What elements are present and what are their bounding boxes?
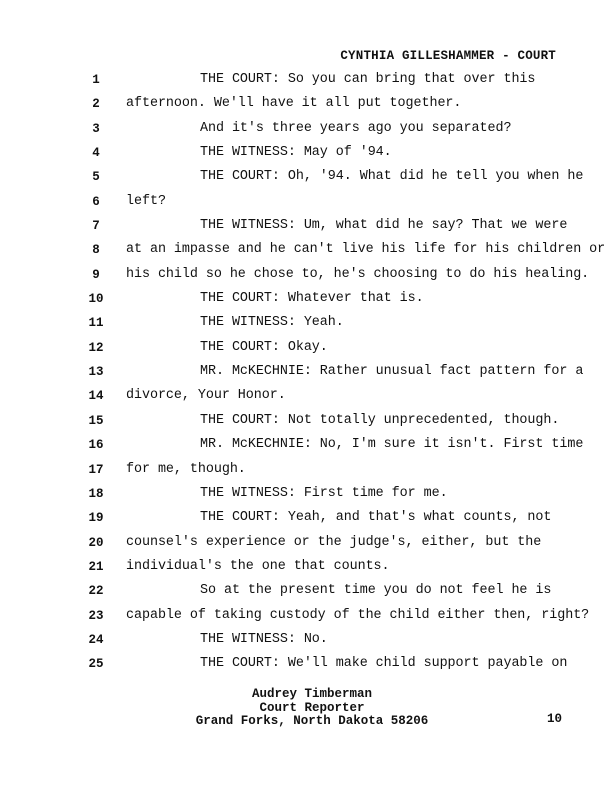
transcript-line <box>0 409 612 433</box>
line-number: 14 <box>88 389 104 404</box>
line-text: THE COURT: Not totally unprecedented, though. <box>200 412 560 428</box>
line-number: 15 <box>88 413 104 428</box>
transcript-line <box>0 555 612 579</box>
page-header: CYNTHIA GILLESHAMMER - COURT <box>340 49 556 63</box>
line-text: THE WITNESS: Um, what did he say? That we were <box>200 218 568 234</box>
transcript-line <box>0 482 612 506</box>
line-text: And it's three years ago you separated? <box>200 120 512 136</box>
transcript-line <box>0 311 612 335</box>
line-text: individual's the one that counts. <box>126 558 390 574</box>
line-text: for me, though. <box>126 461 246 477</box>
line-text: THE COURT: So you can bring that over this <box>200 72 536 87</box>
reporter-footer <box>0 688 612 729</box>
line-text: THE COURT: Whatever that is. <box>200 291 424 307</box>
transcript-line <box>0 360 612 384</box>
line-number: 11 <box>88 316 104 331</box>
line-number: 4 <box>92 146 100 161</box>
line-number: 12 <box>88 340 104 355</box>
line-number: 20 <box>88 535 104 550</box>
line-number: 1 <box>92 73 100 87</box>
page-number: 10 <box>546 712 562 726</box>
line-text: at an impasse and he can't live his life for his children or <box>126 242 606 258</box>
transcript-line <box>0 531 612 555</box>
transcript-line <box>0 287 612 311</box>
line-text: THE COURT: We'll make child support payable on <box>200 656 568 672</box>
line-text: THE COURT: Oh, '94. What did he tell you when he <box>200 169 584 185</box>
transcript-body <box>0 68 612 677</box>
transcript-line <box>0 92 612 116</box>
transcript-line <box>0 336 612 360</box>
line-text: afternoon. We'll have it all put together. <box>126 96 462 112</box>
transcript-line <box>0 433 612 457</box>
line-text: left? <box>126 193 166 209</box>
line-number: 16 <box>88 438 104 453</box>
reporter-location: Grand Forks, North Dakota 58206 <box>195 714 429 728</box>
line-text: THE WITNESS: First time for me. <box>200 485 448 501</box>
transcript-line <box>0 652 612 676</box>
transcript-line <box>0 604 612 628</box>
line-number: 7 <box>92 219 100 234</box>
line-number: 5 <box>92 170 100 185</box>
line-text: THE WITNESS: Yeah. <box>200 315 344 331</box>
line-number: 2 <box>92 97 100 112</box>
transcript-line <box>0 458 612 482</box>
line-number: 8 <box>92 243 100 258</box>
line-number: 19 <box>88 511 104 526</box>
line-text: THE COURT: Yeah, and that's what counts, not <box>200 510 552 526</box>
line-number: 25 <box>88 657 104 672</box>
transcript-line <box>0 579 612 603</box>
line-number: 17 <box>88 462 104 477</box>
transcript-line <box>0 190 612 214</box>
transcript-line <box>0 165 612 189</box>
line-number: 10 <box>88 292 104 307</box>
transcript-line <box>0 506 612 530</box>
line-text: counsel's experience or the judge's, either, but the <box>126 534 542 550</box>
transcript-line <box>0 214 612 238</box>
line-number: 22 <box>88 584 104 599</box>
line-number: 21 <box>88 559 104 574</box>
transcript-line <box>0 628 612 652</box>
transcript-line <box>0 238 612 262</box>
line-text: THE COURT: Okay. <box>200 339 328 355</box>
line-number: 23 <box>88 608 104 623</box>
line-text: MR. McKECHNIE: Rather unusual fact pattern for a <box>200 364 584 380</box>
line-text: capable of taking custody of the child either then, right? <box>126 607 590 623</box>
transcript-line <box>0 384 612 408</box>
line-text: his child so he chose to, he's choosing to do his healing. <box>126 266 590 282</box>
transcript-line <box>0 263 612 287</box>
line-text: THE WITNESS: No. <box>200 631 328 647</box>
line-text: THE WITNESS: May of '94. <box>200 145 392 161</box>
reporter-name: Audrey Timberman <box>251 687 373 701</box>
transcript-line <box>0 141 612 165</box>
transcript-line <box>0 117 612 141</box>
transcript-line <box>0 68 612 92</box>
reporter-title: Court Reporter <box>259 700 365 715</box>
line-number: 13 <box>88 365 104 380</box>
line-text: divorce, Your Honor. <box>126 388 286 404</box>
line-number: 18 <box>88 486 104 501</box>
line-text: MR. McKECHNIE: No, I'm sure it isn't. First time <box>200 437 584 453</box>
line-number: 24 <box>88 632 104 647</box>
line-number: 6 <box>92 194 100 209</box>
line-text: So at the present time you do not feel he is <box>200 583 552 599</box>
line-number: 3 <box>92 121 100 136</box>
line-number: 9 <box>92 267 100 282</box>
